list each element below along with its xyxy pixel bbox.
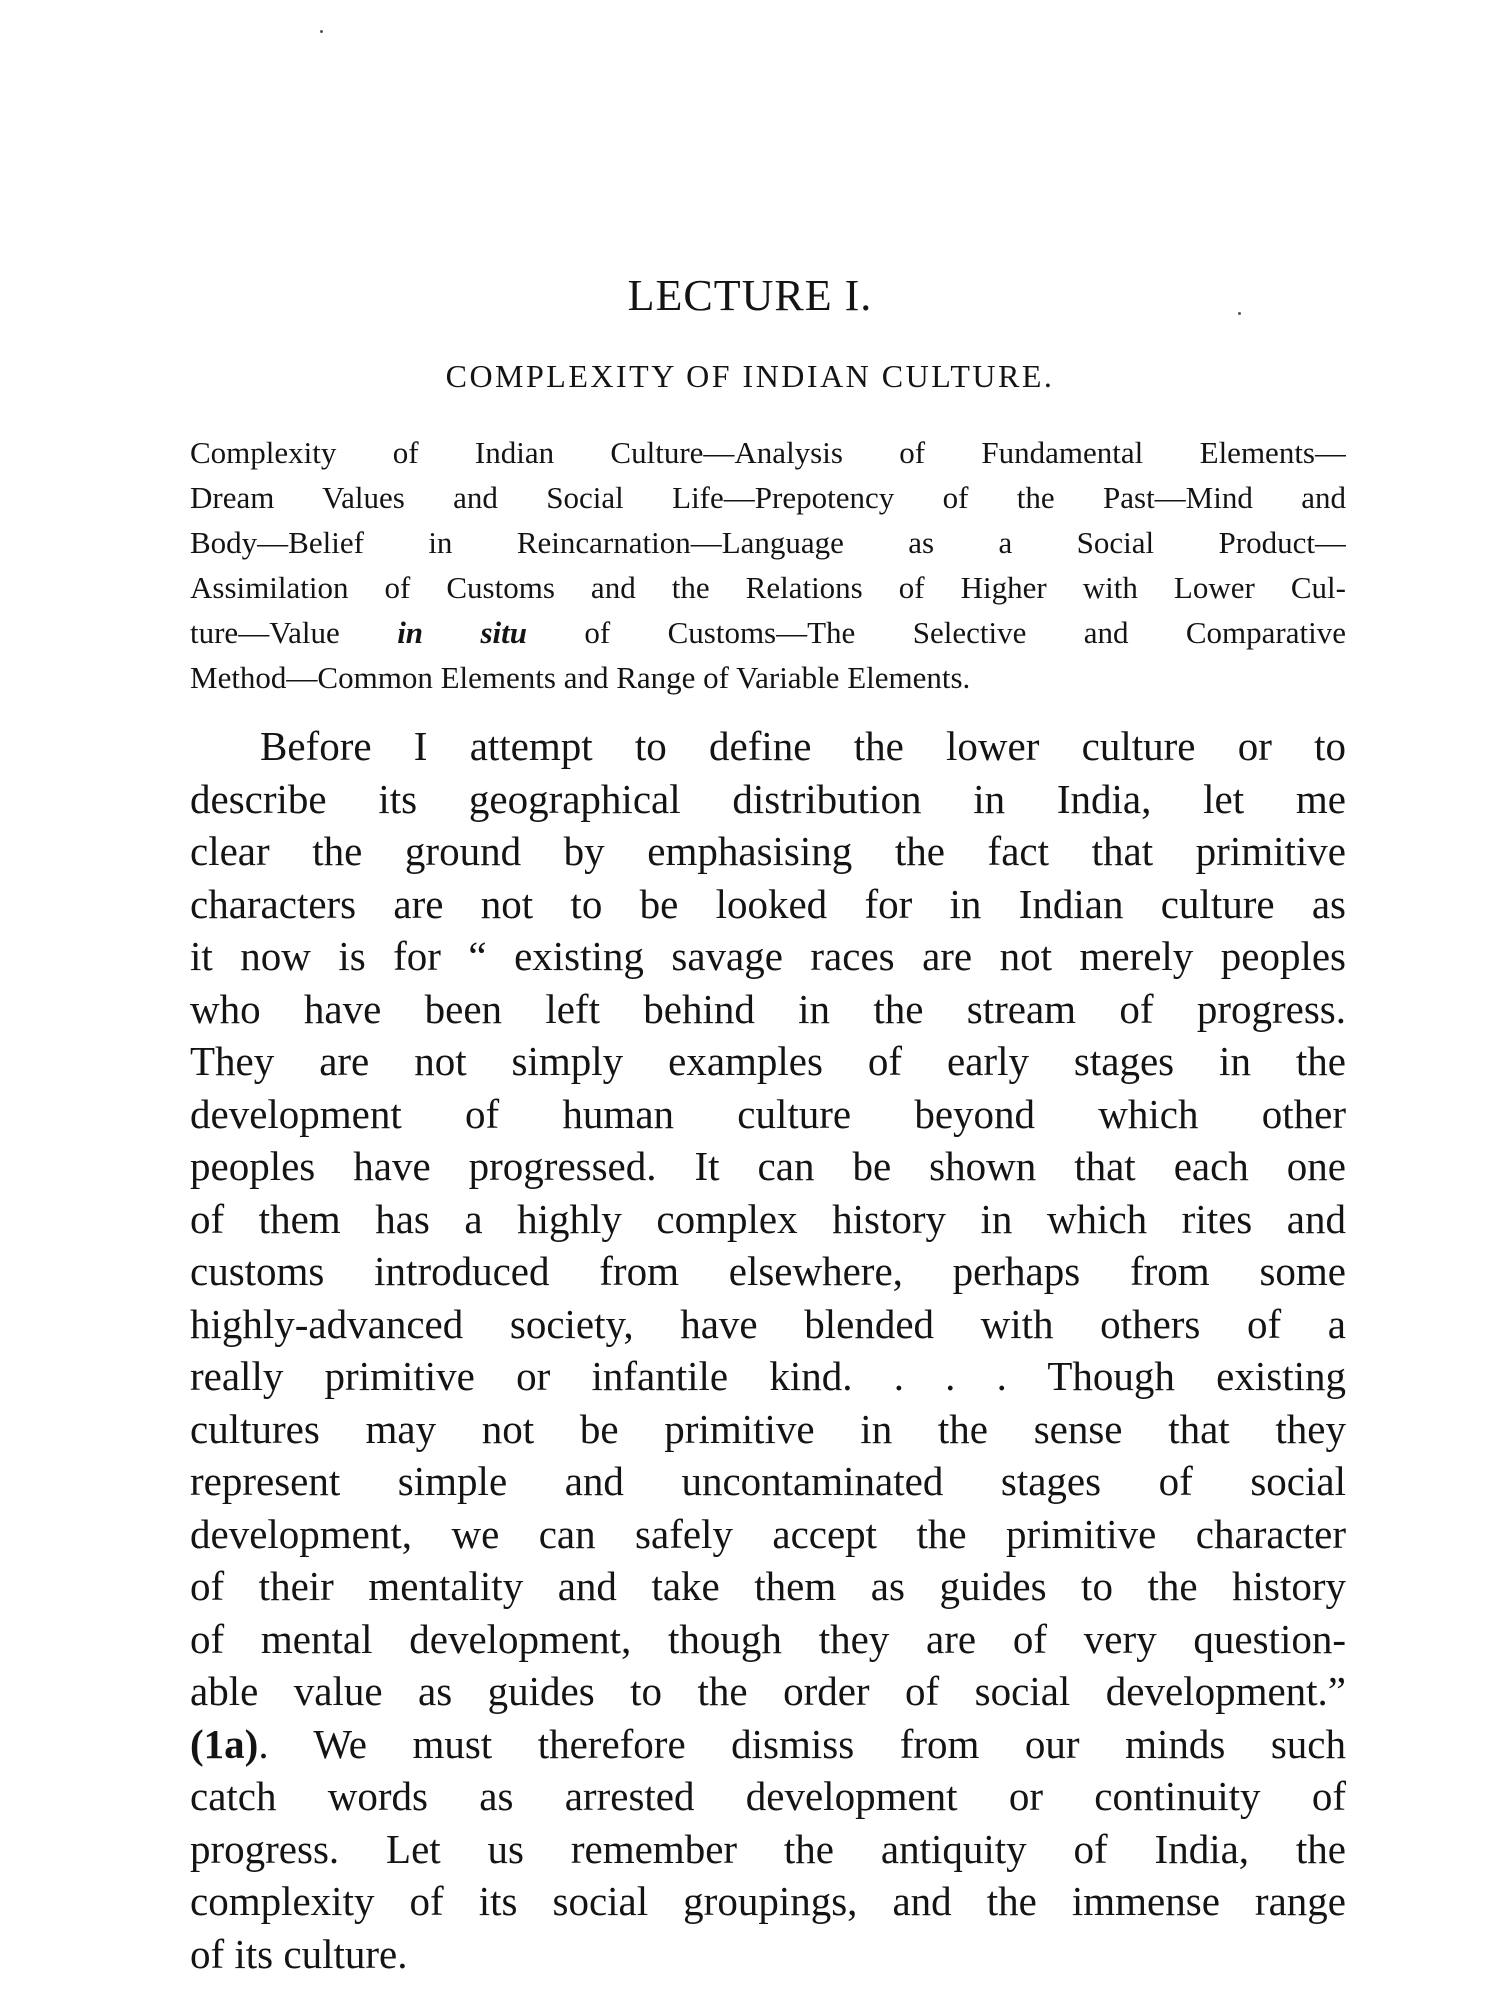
print-speck: [320, 30, 323, 33]
body-line: of its culture.: [190, 1930, 408, 1977]
body-line: customs introduced from elsewhere, perhaps from some: [190, 1248, 1346, 1294]
body-line: catch words as arrested development or continuity of: [190, 1773, 1346, 1819]
synopsis-line: Assimilation of Customs and the Relations of Higher with Lower Cul-: [190, 570, 1346, 605]
body-line: Before I attempt to define the lower culture or to: [260, 723, 1346, 769]
body-line: of them has a highly complex history in which rites and: [190, 1195, 1346, 1242]
body-line: characters are not to be looked for in Indian culture as: [190, 880, 1346, 927]
synopsis-line: Body—Belief in Reincarnation—Language as a Social Product—: [190, 525, 1346, 560]
body-line: development, we can safely accept the primitive character: [190, 1510, 1346, 1557]
body-line: really primitive or infantile kind. . . . Though existing: [190, 1353, 1346, 1399]
body-line: it now is for “ existing savage races are not merely peoples: [190, 933, 1346, 979]
lecture-title: COMPLEXITY OF INDIAN CULTURE.: [445, 358, 1055, 394]
synopsis-line: Method—Common Elements and Range of Variable Elements.: [190, 660, 971, 695]
body-line: cultures may not be primitive in the sense that they: [190, 1405, 1346, 1452]
body-line: development of human culture beyond which other: [190, 1090, 1346, 1137]
lecture-number: LECTURE I.: [627, 271, 873, 320]
synopsis-line: Dream Values and Social Life—Prepotency of the Past—Mind and: [190, 480, 1346, 515]
body-line: of mental development, though they are of very question-: [190, 1615, 1346, 1662]
body-paragraph: [190, 720, 1346, 1980]
body-line: progress. Let us remember the antiquity of India, the: [190, 1825, 1346, 1872]
body-line: peoples have progressed. It can be shown that each one: [190, 1143, 1346, 1189]
synopsis-text: ture—Value: [190, 615, 398, 650]
body-line: [190, 1718, 1346, 1771]
chapter-synopsis: [190, 430, 1346, 700]
synopsis-line: Complexity of Indian Culture—Analysis of Fundamental Elements—: [190, 435, 1346, 470]
body-line: clear the ground by emphasising the fact that primitive: [190, 828, 1346, 874]
body-line: highly-advanced society, have blended with others of a: [190, 1300, 1346, 1347]
synopsis-line: [190, 610, 1346, 655]
body-line: They are not simply examples of early stages in the: [190, 1038, 1346, 1084]
footnote-reference: (1a): [190, 1720, 259, 1767]
body-line: who have been left behind in the stream of progress.: [190, 985, 1346, 1032]
body-line: able value as guides to the order of social development.”: [190, 1668, 1346, 1714]
body-line: represent simple and uncontaminated stages of social: [190, 1458, 1346, 1504]
synopsis-text: of Customs—The Selective and Comparative: [526, 615, 1346, 650]
body-line: complexity of its social groupings, and the immense range: [190, 1878, 1346, 1924]
synopsis-italic-term: in situ: [397, 615, 527, 650]
body-text: . We must therefore dismiss from our minds such: [258, 1720, 1346, 1767]
body-line: describe its geographical distribution in India, let me: [190, 775, 1346, 822]
body-line: of their mentality and take them as guides to the history: [190, 1563, 1346, 1609]
